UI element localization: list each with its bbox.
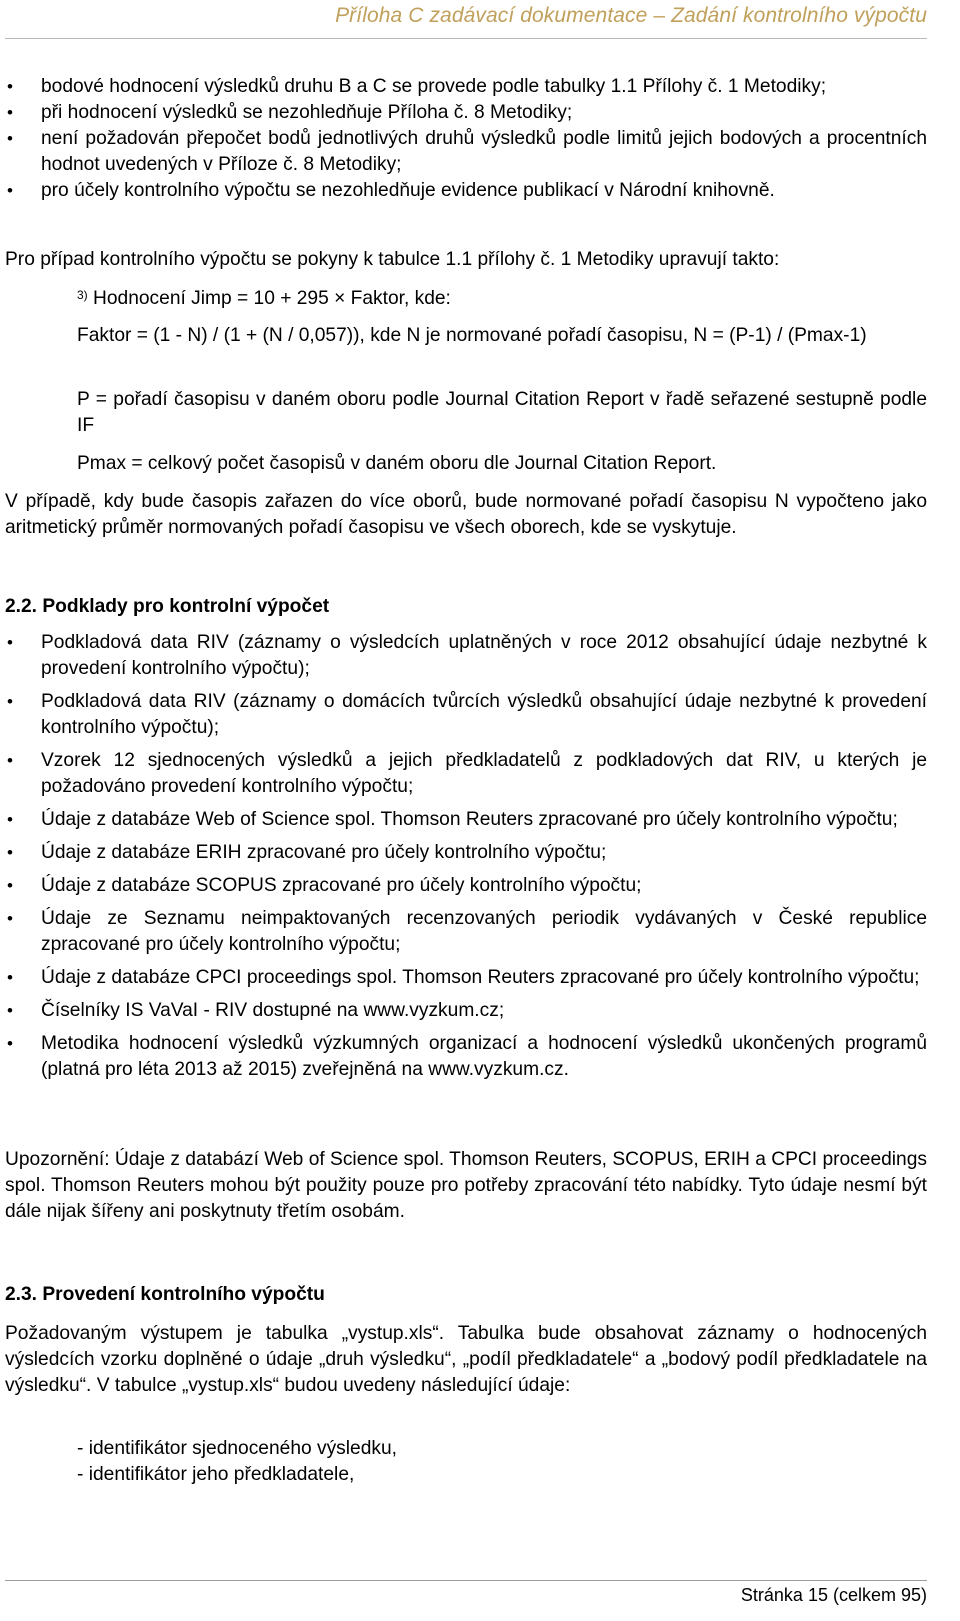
list-item: • Údaje z databáze SCOPUS zpracované pro účely kontrolního výpočtu; (5, 873, 927, 899)
bullet-icon: • (7, 1034, 13, 1053)
header-divider (5, 38, 927, 39)
bullet-icon: • (7, 909, 13, 928)
bullet-icon: • (7, 810, 13, 829)
intro-line: Pro případ kontrolního výpočtu se pokyny k tabulce 1.1 přílohy č. 1 Metodiky upravují takto: (5, 249, 780, 270)
paragraph-obory: V případě, kdy bude časopis zařazen do více oborů, bude normované pořadí časopisu N vypočteno jako aritmetický průměr normovaných pořadí časopisu ve všech oborech, kde se vyskytuje. (5, 491, 927, 538)
formula-p-definition: P = pořadí časopisu v daném oboru podle Journal Citation Report v řadě seřazené sestupně podle IF (77, 389, 927, 436)
list-item: • bodové hodnocení výsledků druhu B a C se provede podle tabulky 1.1 Přílohy č. 1 Metodiky; (5, 74, 927, 100)
list-item: • Údaje ze Seznamu neimpaktovaných recenzovaných periodik vydávaných v České republice zpracované pro účely kontrolního výpočtu; (7, 908, 927, 955)
section-2-3-paragraph: Požadovaným výstupem je tabulka „vystup.xls“. Tabulka bude obsahovat záznamy o hodnocených výsledcích vzorku doplněné o údaje „druh výsledku“, „podíl předkladatele“ a „bodový podíl předkladatele na výsledku“. V tabulce „vystup.xls“ budou uvedeny následující údaje: (5, 1323, 927, 1396)
section-heading-2-2: 2.2. Podklady pro kontrolní výpočet (5, 596, 330, 617)
list-item: • Číselníky IS VaVaI - RIV dostupné na www.vyzkum.cz; (5, 998, 927, 1024)
output-item-2: - identifikátor jeho předkladatele, (77, 1464, 355, 1485)
bullet-icon: • (7, 843, 13, 862)
page-number-footer: Stránka 15 (celkem 95) (740, 1585, 927, 1605)
list-item: • není požadován přepočet bodů jednotlivých druhů výsledků podle limitů jejich bodových a procentních hodnot uvedených v Příloze č. 8 Metodiky; (7, 128, 927, 175)
bullet-icon: • (7, 968, 13, 987)
list-item: • při hodnocení výsledků se nezohledňuje Příloha č. 8 Metodiky; (5, 100, 927, 126)
list-item: • Metodika hodnocení výsledků výzkumných organizací a hodnocení výsledků ukončených programů (platná pro léta 2013 až 2015) zveřejněná na www.vyzkum.cz. (7, 1033, 927, 1080)
bullet-icon: • (7, 692, 13, 711)
list-item: • Údaje z databáze CPCI proceedings spol. Thomson Reuters zpracované pro účely kontrolního výpočtu; (5, 965, 927, 991)
bullet-icon: • (7, 876, 13, 895)
formula-pmax-definition: Pmax = celkový počet časopisů v daném oboru dle Journal Citation Report. (77, 453, 717, 474)
list-item: • Podkladová data RIV (záznamy o výsledcích uplatněných v roce 2012 obsahující údaje nezbytné k provedení kontrolního výpočtu); (7, 632, 927, 679)
bullet-icon: • (7, 181, 13, 200)
page-header-title: Příloha C zadávací dokumentace – Zadání kontrolního výpočtu (335, 4, 927, 27)
list-item: • Podkladová data RIV (záznamy o domácích tvůrcích výsledků obsahující údaje nezbytné k provedení kontrolního výpočtu); (7, 691, 927, 738)
bullet-icon: • (7, 103, 13, 122)
warning-paragraph: Upozornění: Údaje z databází Web of Science spol. Thomson Reuters, SCOPUS, ERIH a CPCI proceedings spol. Thomson Reuters mohou být použity pouze pro potřeby zpracování této nabídky. Tyto údaje nesmí být dále nijak šířeny ani poskytnuty třetím osobám. (5, 1149, 927, 1222)
list-item: • pro účely kontrolního výpočtu se nezohledňuje evidence publikací v Národní knihovně. (5, 178, 927, 204)
footer-divider (5, 1580, 927, 1581)
section-heading-2-3: 2.3. Provedení kontrolního výpočtu (5, 1284, 325, 1305)
bullet-icon: • (7, 77, 13, 96)
bullet-icon: • (7, 751, 13, 770)
formula-hodnoceni: $^{3)}$ Hodnocení Jimp = 10 + 295 × Faktor, kde: (77, 288, 451, 309)
footnote-marker: 3) (77, 288, 88, 302)
formula-faktor: Faktor = (1 - N) / (1 + (N / 0,057)), kde N je normované pořadí časopisu, N = (P-1) / (Pmax-1) (77, 325, 867, 346)
bullet-icon: • (7, 129, 13, 148)
top-bullet-list (5, 74, 927, 204)
list-item: • Údaje z databáze Web of Science spol. Thomson Reuters zpracované pro účely kontrolního výpočtu; (5, 807, 927, 833)
bullet-icon: • (7, 1001, 13, 1020)
bullet-icon: • (7, 633, 13, 652)
list-item: • Údaje z databáze ERIH zpracované pro účely kontrolního výpočtu; (5, 840, 927, 866)
section-2-2-list (5, 630, 927, 1083)
list-item: • Vzorek 12 sjednocených výsledků a jejich předkladatelů z podkladových dat RIV, u kterých je požadováno provedení kontrolního výpočtu; (7, 750, 927, 797)
output-item-1: - identifikátor sjednoceného výsledku, (77, 1438, 397, 1459)
